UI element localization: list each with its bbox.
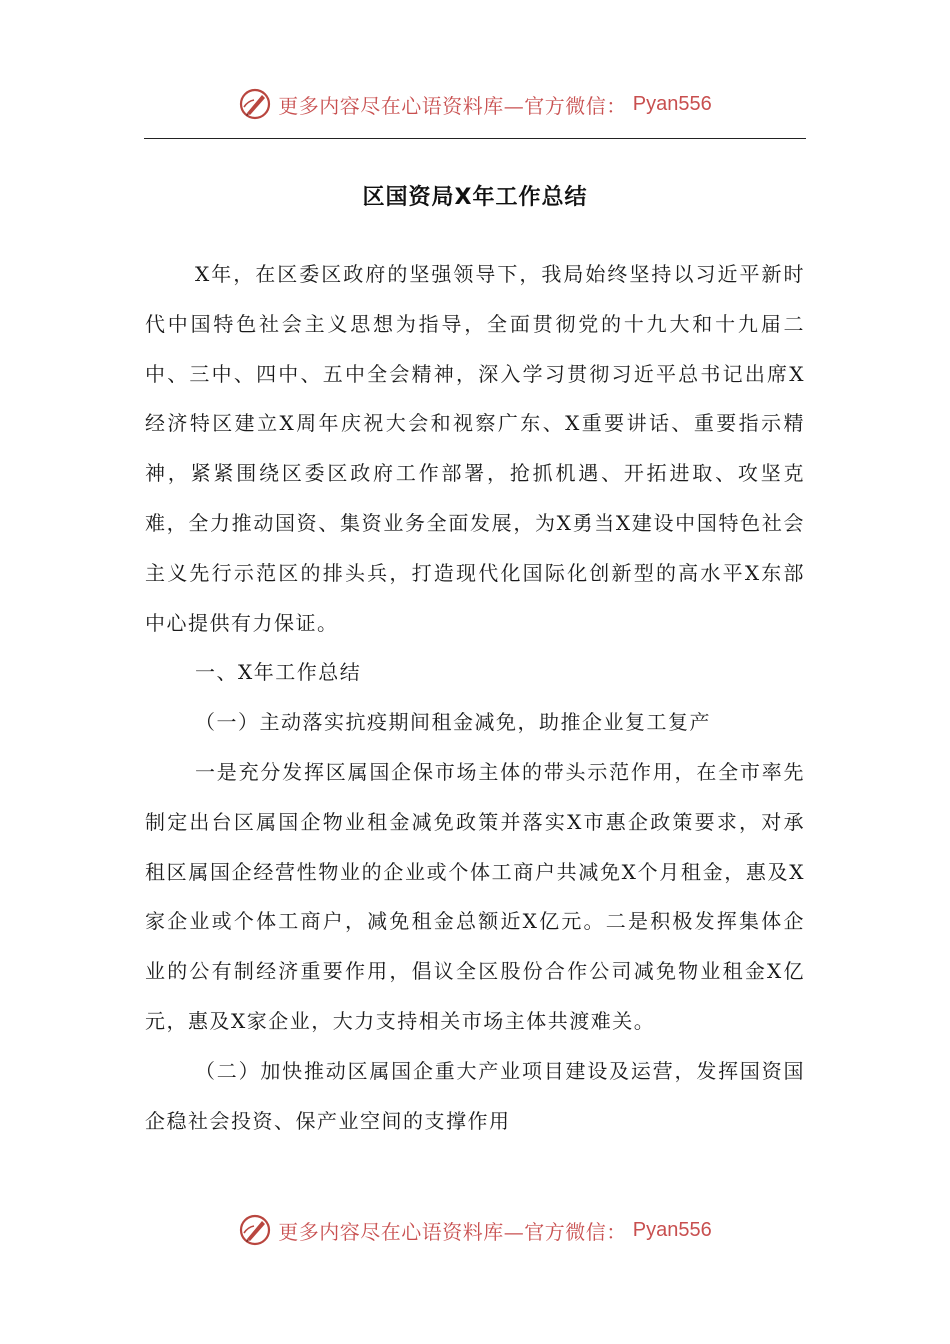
subsection-heading-2: （二）加快推动区属国企重大产业项目建设及运营，发挥国资国企稳社会投资、保产业空间的支撑作用 [145,1058,805,1133]
document-title: 区国资局X年工作总结 [362,185,588,210]
paragraph-rent-relief: 一是充分发挥区属国企保市场主体的带头示范作用，在全市率先制定出台区属国企物业租金减免政策并落实X市惠企政策要求，对承租区属国企经营性物业的企业或个体工商户共减免X个月租金，惠及X家企业或个体工商户，减免租金总额近X亿元。二是积极发挥集体企业的公有制经济重要作用，倡议全区股份合作公司减免物业租金X亿元，惠及X家企业，大力支持相关市场主体共渡难关。 [145,759,805,1033]
pen-logo-icon [238,1213,272,1247]
subsection-heading-1: （一）主动落实抗疫期间租金减免，助推企业复工复产 [195,710,711,735]
pen-logo-icon [238,87,272,121]
header-divider [144,138,806,139]
paragraph-intro: X年，在区委区政府的坚强领导下，我局始终坚持以习近平新时代中国特色社会主义思想为指导，全面贯彻党的十九大和十九届二中、三中、四中、五中全会精神，深入学习贯彻习近平总书记出席X经济特区建立X周年庆祝大会和视察广东、X重要讲话、重要指示精神，紧紧围绕区委区政府工作部署，抢抓机遇、开拓进取、攻坚克难，全力推动国资、集资业务全面发展，为X勇当X建设中国特色社会主义先行示范区的排头兵，打造现代化国际化创新型的高水平X东部中心提供有力保证。 [145,262,805,635]
banner-wechat-id: Pyan556 [632,92,712,115]
banner-brand-text: 更多内容尽在心语资料库—官方微信： [278,93,627,118]
banner-brand-text: 更多内容尽在心语资料库—官方微信： [278,1219,627,1244]
section-heading-1: 一、X年工作总结 [195,660,362,685]
footer-banner [0,1210,950,1250]
banner-wechat-id: Pyan556 [632,1218,712,1241]
document-body [145,250,805,1146]
header-banner [0,84,950,124]
